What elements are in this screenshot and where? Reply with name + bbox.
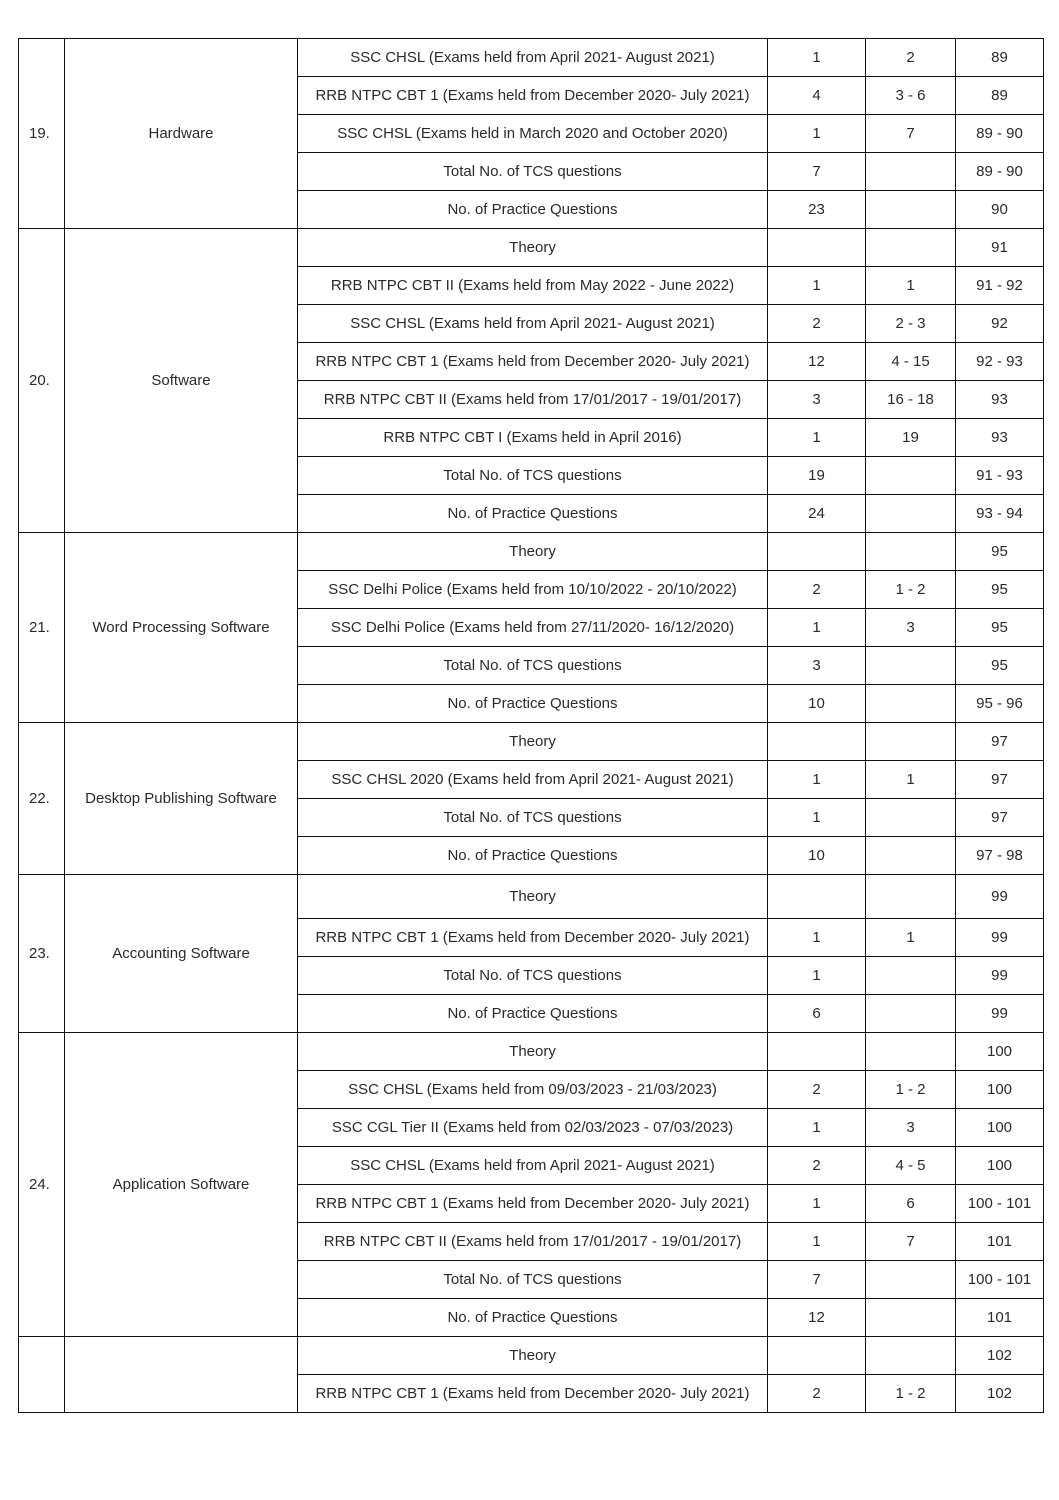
question-range bbox=[866, 875, 956, 919]
question-count bbox=[768, 723, 866, 761]
question-range bbox=[866, 799, 956, 837]
topic-name: Hardware bbox=[65, 39, 298, 229]
topic-name: Application Software bbox=[65, 1033, 298, 1337]
topic-name: Software bbox=[65, 229, 298, 533]
topic-name: Accounting Software bbox=[65, 875, 298, 1033]
page-range: 100 bbox=[956, 1147, 1044, 1185]
table-row bbox=[19, 723, 1044, 761]
page-range: 93 bbox=[956, 381, 1044, 419]
page-range: 97 bbox=[956, 799, 1044, 837]
question-count: 4 bbox=[768, 77, 866, 115]
question-count: 12 bbox=[768, 343, 866, 381]
page-range: 89 - 90 bbox=[956, 115, 1044, 153]
exam-source: RRB NTPC CBT 1 (Exams held from December 2020- July 2021) bbox=[298, 77, 768, 115]
question-range: 4 - 15 bbox=[866, 343, 956, 381]
page-range: 89 bbox=[956, 39, 1044, 77]
question-range: 1 - 2 bbox=[866, 1071, 956, 1109]
question-count: 1 bbox=[768, 267, 866, 305]
question-range bbox=[866, 495, 956, 533]
question-range: 3 bbox=[866, 609, 956, 647]
topic-name: Desktop Publishing Software bbox=[65, 723, 298, 875]
question-count: 1 bbox=[768, 957, 866, 995]
question-range bbox=[866, 153, 956, 191]
page-range: 99 bbox=[956, 919, 1044, 957]
question-range: 4 - 5 bbox=[866, 1147, 956, 1185]
exam-source: Total No. of TCS questions bbox=[298, 957, 768, 995]
question-range: 1 bbox=[866, 267, 956, 305]
exam-source: SSC CHSL (Exams held in March 2020 and October 2020) bbox=[298, 115, 768, 153]
question-count: 2 bbox=[768, 571, 866, 609]
question-range: 2 - 3 bbox=[866, 305, 956, 343]
exam-source: Total No. of TCS questions bbox=[298, 647, 768, 685]
question-count: 2 bbox=[768, 1147, 866, 1185]
page-range: 95 - 96 bbox=[956, 685, 1044, 723]
page-range: 95 bbox=[956, 609, 1044, 647]
page-range: 91 - 93 bbox=[956, 457, 1044, 495]
exam-source: Total No. of TCS questions bbox=[298, 457, 768, 495]
exam-source: No. of Practice Questions bbox=[298, 495, 768, 533]
page-range: 102 bbox=[956, 1375, 1044, 1413]
exam-source: No. of Practice Questions bbox=[298, 191, 768, 229]
page-range: 100 - 101 bbox=[956, 1185, 1044, 1223]
question-count: 10 bbox=[768, 685, 866, 723]
exam-source: RRB NTPC CBT 1 (Exams held from December 2020- July 2021) bbox=[298, 919, 768, 957]
question-range bbox=[866, 1261, 956, 1299]
question-range: 3 bbox=[866, 1109, 956, 1147]
question-count: 7 bbox=[768, 153, 866, 191]
table-row bbox=[19, 875, 1044, 919]
question-count: 23 bbox=[768, 191, 866, 229]
question-range: 7 bbox=[866, 1223, 956, 1261]
exam-source: No. of Practice Questions bbox=[298, 837, 768, 875]
exam-source: Theory bbox=[298, 1337, 768, 1375]
page-range: 100 bbox=[956, 1071, 1044, 1109]
question-count: 19 bbox=[768, 457, 866, 495]
question-count: 7 bbox=[768, 1261, 866, 1299]
page-range: 92 - 93 bbox=[956, 343, 1044, 381]
page-range: 97 bbox=[956, 723, 1044, 761]
question-count: 1 bbox=[768, 1223, 866, 1261]
exam-source: Total No. of TCS questions bbox=[298, 1261, 768, 1299]
exam-source: SSC Delhi Police (Exams held from 27/11/2020- 16/12/2020) bbox=[298, 609, 768, 647]
table-row bbox=[19, 229, 1044, 267]
exam-source: RRB NTPC CBT II (Exams held from May 2022 - June 2022) bbox=[298, 267, 768, 305]
question-count: 10 bbox=[768, 837, 866, 875]
question-range bbox=[866, 723, 956, 761]
question-range bbox=[866, 1337, 956, 1375]
question-range bbox=[866, 229, 956, 267]
page-range: 101 bbox=[956, 1299, 1044, 1337]
question-count: 1 bbox=[768, 761, 866, 799]
exam-source: RRB NTPC CBT 1 (Exams held from December 2020- July 2021) bbox=[298, 343, 768, 381]
exam-source: No. of Practice Questions bbox=[298, 685, 768, 723]
question-count: 2 bbox=[768, 1375, 866, 1413]
page-range: 93 bbox=[956, 419, 1044, 457]
question-range bbox=[866, 685, 956, 723]
question-count: 1 bbox=[768, 115, 866, 153]
page-range: 100 bbox=[956, 1109, 1044, 1147]
table-row bbox=[19, 39, 1044, 77]
page-range: 95 bbox=[956, 647, 1044, 685]
exam-source: Total No. of TCS questions bbox=[298, 799, 768, 837]
exam-source: RRB NTPC CBT 1 (Exams held from December 2020- July 2021) bbox=[298, 1375, 768, 1413]
topic-number: 24. bbox=[19, 1033, 65, 1337]
page-range: 95 bbox=[956, 571, 1044, 609]
question-count bbox=[768, 229, 866, 267]
exam-source: Theory bbox=[298, 533, 768, 571]
exam-source: RRB NTPC CBT 1 (Exams held from December 2020- July 2021) bbox=[298, 1185, 768, 1223]
question-count: 1 bbox=[768, 419, 866, 457]
exam-source: SSC CGL Tier II (Exams held from 02/03/2023 - 07/03/2023) bbox=[298, 1109, 768, 1147]
exam-source: Theory bbox=[298, 229, 768, 267]
question-range bbox=[866, 957, 956, 995]
question-count: 1 bbox=[768, 919, 866, 957]
exam-source: Theory bbox=[298, 875, 768, 919]
question-count: 1 bbox=[768, 1185, 866, 1223]
table-row bbox=[19, 1337, 1044, 1375]
question-range: 1 bbox=[866, 919, 956, 957]
page-range: 90 bbox=[956, 191, 1044, 229]
exam-source: SSC CHSL (Exams held from 09/03/2023 - 21/03/2023) bbox=[298, 1071, 768, 1109]
page-range: 91 - 92 bbox=[956, 267, 1044, 305]
page-range: 93 - 94 bbox=[956, 495, 1044, 533]
question-count: 2 bbox=[768, 1071, 866, 1109]
page-range: 99 bbox=[956, 995, 1044, 1033]
question-count: 3 bbox=[768, 647, 866, 685]
question-range bbox=[866, 1299, 956, 1337]
topic-number: 23. bbox=[19, 875, 65, 1033]
question-count: 6 bbox=[768, 995, 866, 1033]
page-range: 91 bbox=[956, 229, 1044, 267]
page-range: 92 bbox=[956, 305, 1044, 343]
topic-name bbox=[65, 1337, 298, 1413]
table-row bbox=[19, 1033, 1044, 1071]
exam-source: Theory bbox=[298, 1033, 768, 1071]
question-count: 24 bbox=[768, 495, 866, 533]
question-count: 1 bbox=[768, 39, 866, 77]
question-range: 1 bbox=[866, 761, 956, 799]
question-range bbox=[866, 995, 956, 1033]
table-row bbox=[19, 533, 1044, 571]
exam-source: Theory bbox=[298, 723, 768, 761]
syllabus-table bbox=[18, 38, 1044, 1413]
question-count bbox=[768, 1033, 866, 1071]
page-range: 99 bbox=[956, 957, 1044, 995]
topic-number: 20. bbox=[19, 229, 65, 533]
question-range: 19 bbox=[866, 419, 956, 457]
question-count: 12 bbox=[768, 1299, 866, 1337]
question-count: 1 bbox=[768, 609, 866, 647]
page-range: 101 bbox=[956, 1223, 1044, 1261]
topic-number: 19. bbox=[19, 39, 65, 229]
question-range bbox=[866, 837, 956, 875]
page-range: 89 bbox=[956, 77, 1044, 115]
page-range: 95 bbox=[956, 533, 1044, 571]
page-range: 97 - 98 bbox=[956, 837, 1044, 875]
page-range: 89 - 90 bbox=[956, 153, 1044, 191]
question-range bbox=[866, 647, 956, 685]
exam-source: Total No. of TCS questions bbox=[298, 153, 768, 191]
page-range: 97 bbox=[956, 761, 1044, 799]
exam-source: SSC CHSL 2020 (Exams held from April 2021- August 2021) bbox=[298, 761, 768, 799]
question-range: 2 bbox=[866, 39, 956, 77]
question-range: 6 bbox=[866, 1185, 956, 1223]
question-range bbox=[866, 457, 956, 495]
page-range: 99 bbox=[956, 875, 1044, 919]
topic-number: 22. bbox=[19, 723, 65, 875]
table-body bbox=[19, 39, 1044, 1413]
exam-source: RRB NTPC CBT I (Exams held in April 2016) bbox=[298, 419, 768, 457]
exam-source: SSC CHSL (Exams held from April 2021- August 2021) bbox=[298, 39, 768, 77]
question-count: 1 bbox=[768, 1109, 866, 1147]
exam-source: RRB NTPC CBT II (Exams held from 17/01/2017 - 19/01/2017) bbox=[298, 381, 768, 419]
topic-number: 21. bbox=[19, 533, 65, 723]
question-range bbox=[866, 191, 956, 229]
question-range: 7 bbox=[866, 115, 956, 153]
exam-source: No. of Practice Questions bbox=[298, 995, 768, 1033]
exam-source: No. of Practice Questions bbox=[298, 1299, 768, 1337]
question-range bbox=[866, 1033, 956, 1071]
topic-name: Word Processing Software bbox=[65, 533, 298, 723]
exam-source: RRB NTPC CBT II (Exams held from 17/01/2017 - 19/01/2017) bbox=[298, 1223, 768, 1261]
exam-source: SSC CHSL (Exams held from April 2021- August 2021) bbox=[298, 1147, 768, 1185]
question-range: 1 - 2 bbox=[866, 571, 956, 609]
page-range: 102 bbox=[956, 1337, 1044, 1375]
exam-source: SSC CHSL (Exams held from April 2021- August 2021) bbox=[298, 305, 768, 343]
question-count: 3 bbox=[768, 381, 866, 419]
question-count bbox=[768, 875, 866, 919]
topic-number bbox=[19, 1337, 65, 1413]
question-count bbox=[768, 1337, 866, 1375]
exam-source: SSC Delhi Police (Exams held from 10/10/2022 - 20/10/2022) bbox=[298, 571, 768, 609]
page-range: 100 bbox=[956, 1033, 1044, 1071]
question-range: 16 - 18 bbox=[866, 381, 956, 419]
question-count: 1 bbox=[768, 799, 866, 837]
question-range: 1 - 2 bbox=[866, 1375, 956, 1413]
question-count: 2 bbox=[768, 305, 866, 343]
question-range: 3 - 6 bbox=[866, 77, 956, 115]
page-range: 100 - 101 bbox=[956, 1261, 1044, 1299]
question-range bbox=[866, 533, 956, 571]
question-count bbox=[768, 533, 866, 571]
